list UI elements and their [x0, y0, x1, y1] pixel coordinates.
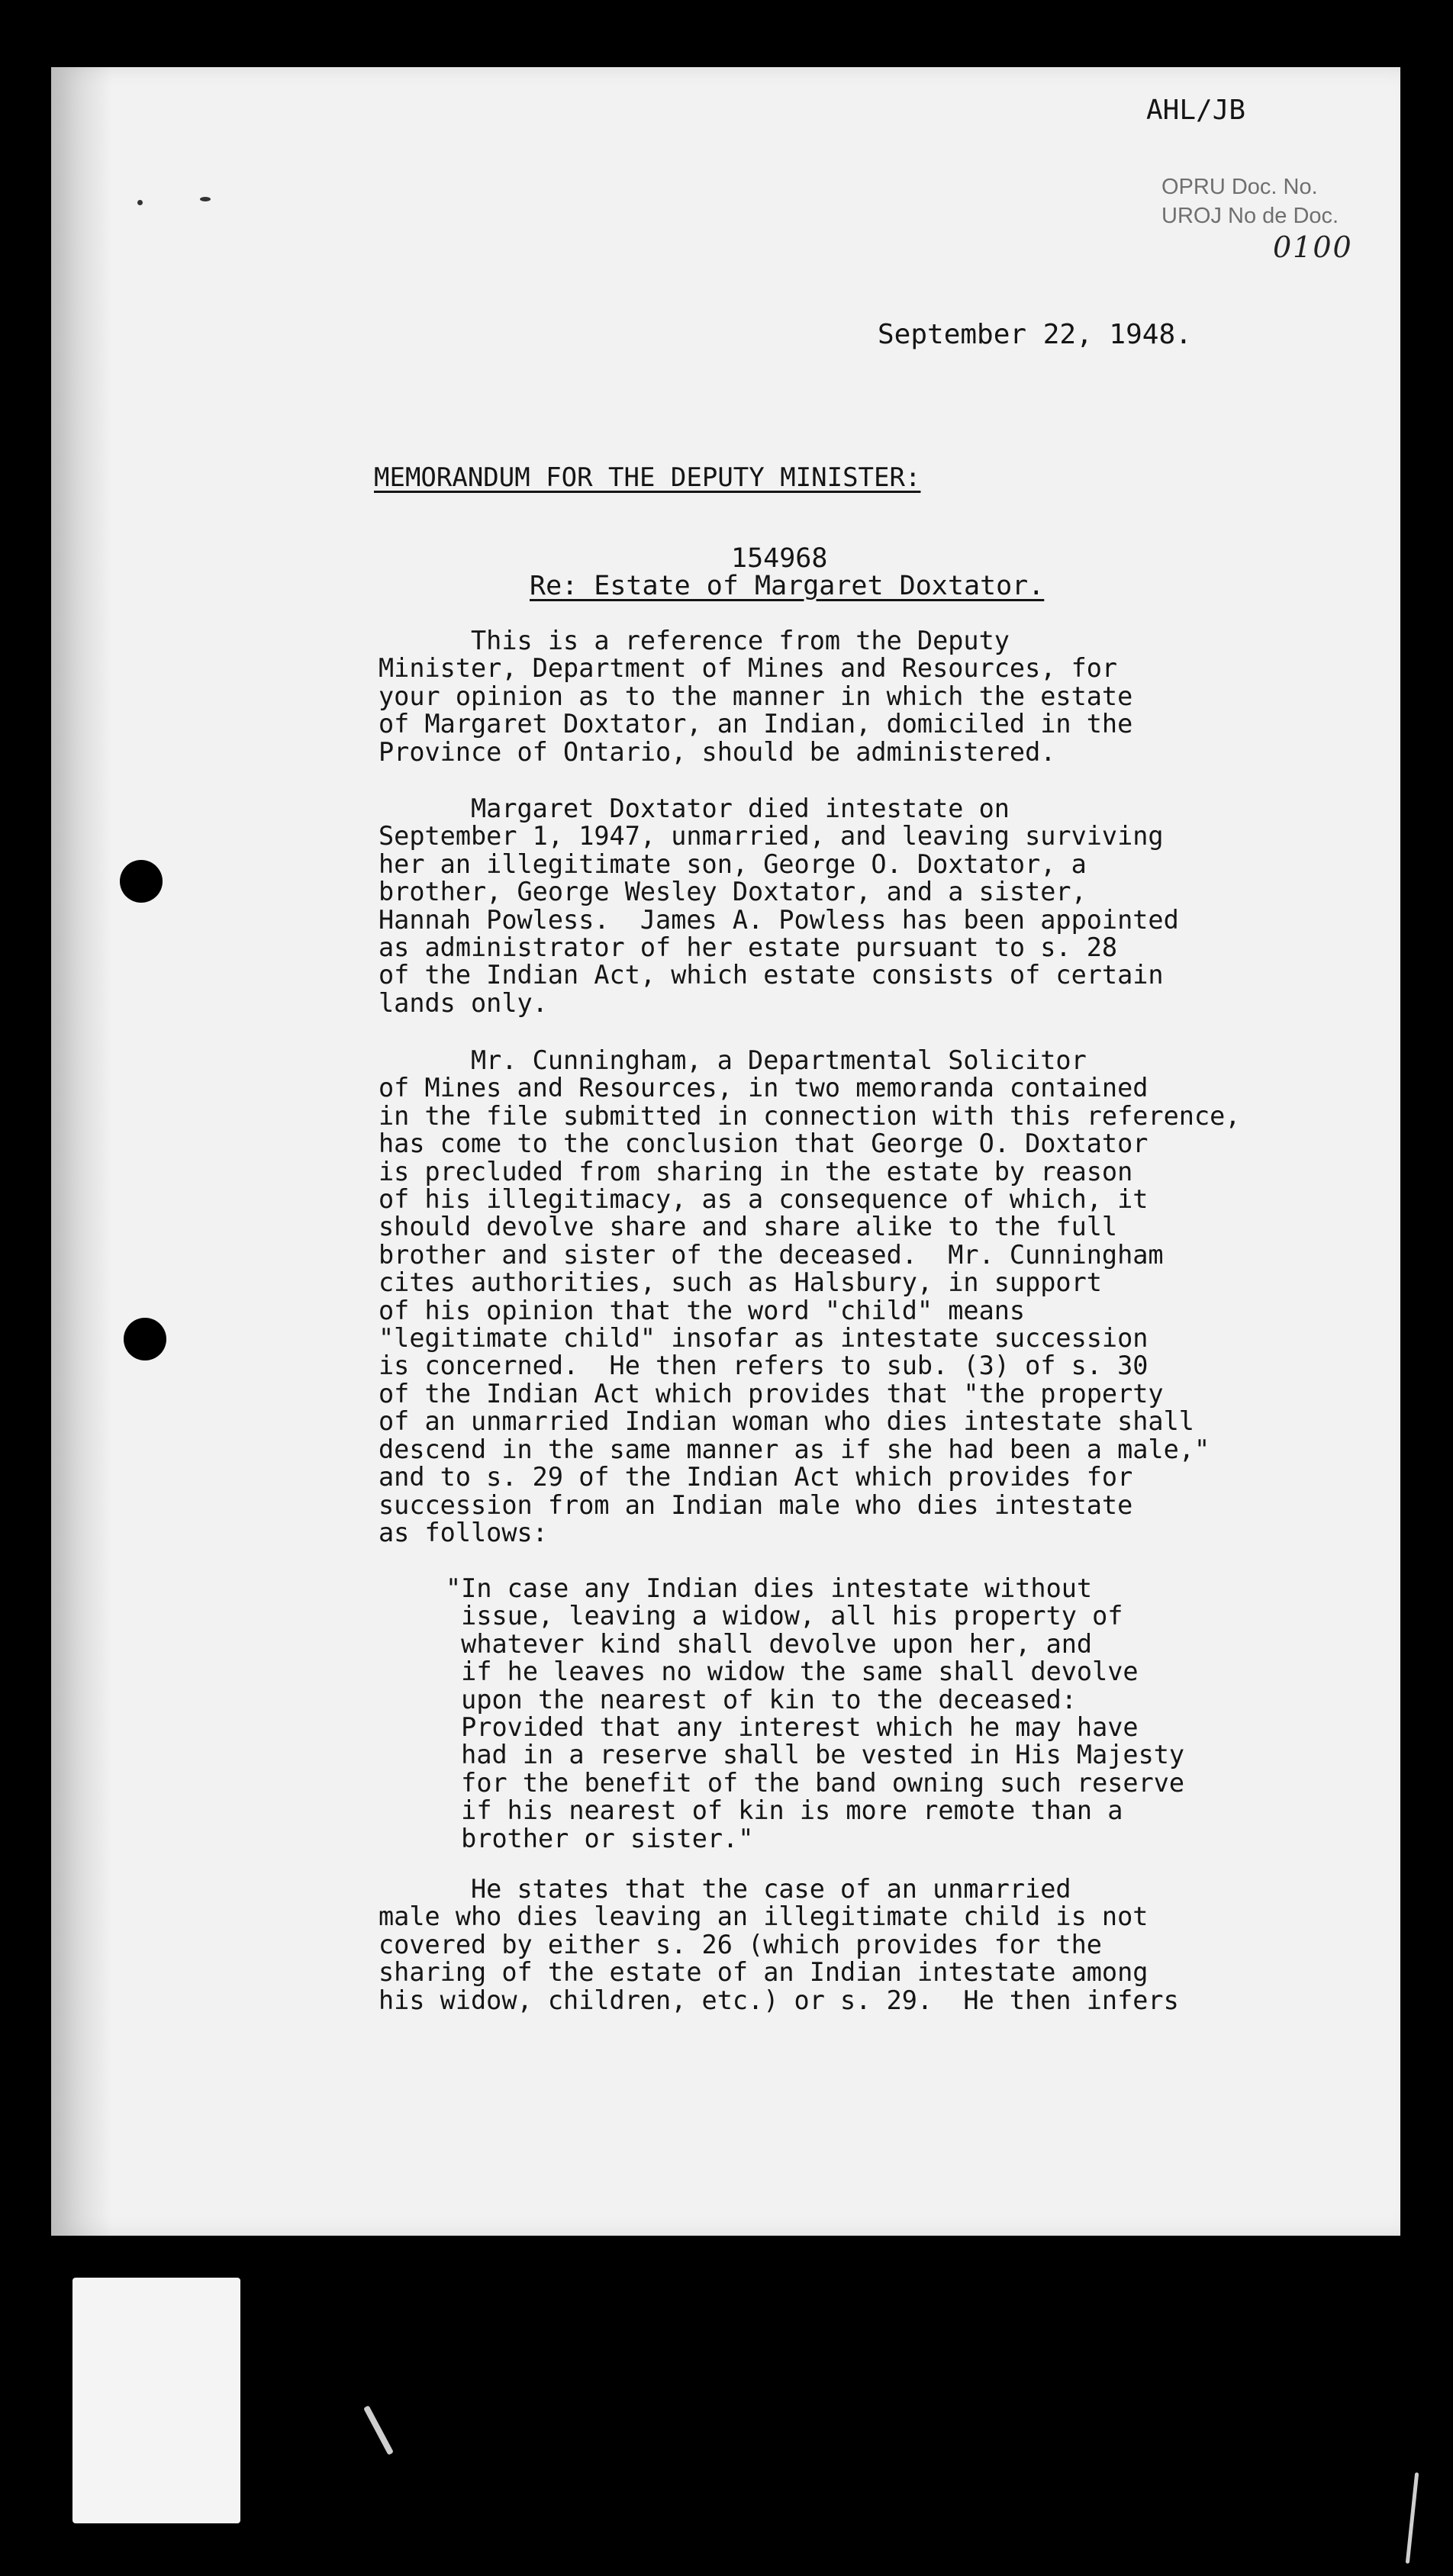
punch-hole: [120, 860, 163, 903]
punch-hole: [124, 1318, 166, 1360]
body-paragraph-3: Mr. Cunningham, a Departmental Solicitor of Mines and Resources, in two memoranda contained in the file submitted in connection with this reference, has come to the conclusion that George O. Doxtator is precluded from sharing in the estate by reason of his illegitimacy, as a consequence of which, it should devolve share and share alike to the full brother and sister of the deceased. Mr. Cunningham cites authorities, such as Halsbury, in support of his opinion that the word "child" means "legitimate child" insofar as intestate succession is concerned. He then refers to sub. (3) of s. 30 of the Indian Act which provides that "the property of an unmarried Indian woman who dies intestate shall descend in the same manner as if she had been a male," and to s. 29 of the Indian Act which provides for succession from an Indian male who dies intestate as follows:: [379, 1045, 1241, 1547]
body-paragraph-4: He states that the case of an unmarried male who dies leaving an illegitimate child is not covered by either s. 26 (which provides for the sharing of the estate of an Indian intestate among his widow, children, etc.) or s. 29. He then infers: [379, 1874, 1179, 2015]
sheet-shadow-edge: [51, 67, 112, 2236]
typist-initials: AHL/JB: [1146, 95, 1246, 126]
subject-line: Re: Estate of Margaret Doxtator.: [530, 571, 1045, 601]
scan-artifact: [363, 2405, 394, 2455]
memo-date: September 22, 1948.: [878, 319, 1192, 350]
archive-stamp-line-2: UROJ No de Doc.: [1161, 204, 1339, 228]
scan-artifact: [1406, 2472, 1419, 2564]
statute-quotation: "In case any Indian dies intestate without issue, leaving a widow, all his property of whatever kind shall devolve upon her, and if he leaves no widow the same shall devolve upon the nearest of kin to the deceased: Provided that any interest which he may have had in a reserve shall be vested in His Majesty for the benefit of the band owning such reserve if his nearest of kin is more remote than a brother or sister.": [446, 1573, 1185, 1853]
archive-stamp: [1161, 172, 1339, 230]
memo-heading: MEMORANDUM FOR THE DEPUTY MINISTER:: [374, 462, 921, 493]
body-paragraph-2: Margaret Doxtator died intestate on September 1, 1947, unmarried, and leaving surviving her an illegitimate son, George O. Doxtator, a brother, George Wesley Doxtator, and a sister, Hannah Powless. James A. Powless has been appointed as administrator of her estate pursuant to s. 28 of the Indian Act, which estate consists of certain lands only.: [379, 794, 1179, 1018]
body-paragraph-1: This is a reference from the Deputy Minister, Department of Mines and Resources, for your opinion as to the manner in which the estate of Margaret Doxtator, an Indian, domiciled in the Province of Ontario, should be administered.: [379, 626, 1133, 767]
file-number: 154968: [731, 543, 828, 574]
scanner-target-card: [72, 2278, 240, 2523]
handwritten-doc-number: 0100: [1273, 230, 1353, 264]
paper-speck: [137, 200, 143, 205]
archive-stamp-line-1: OPRU Doc. No.: [1161, 175, 1318, 199]
paper-speck: [200, 197, 211, 201]
